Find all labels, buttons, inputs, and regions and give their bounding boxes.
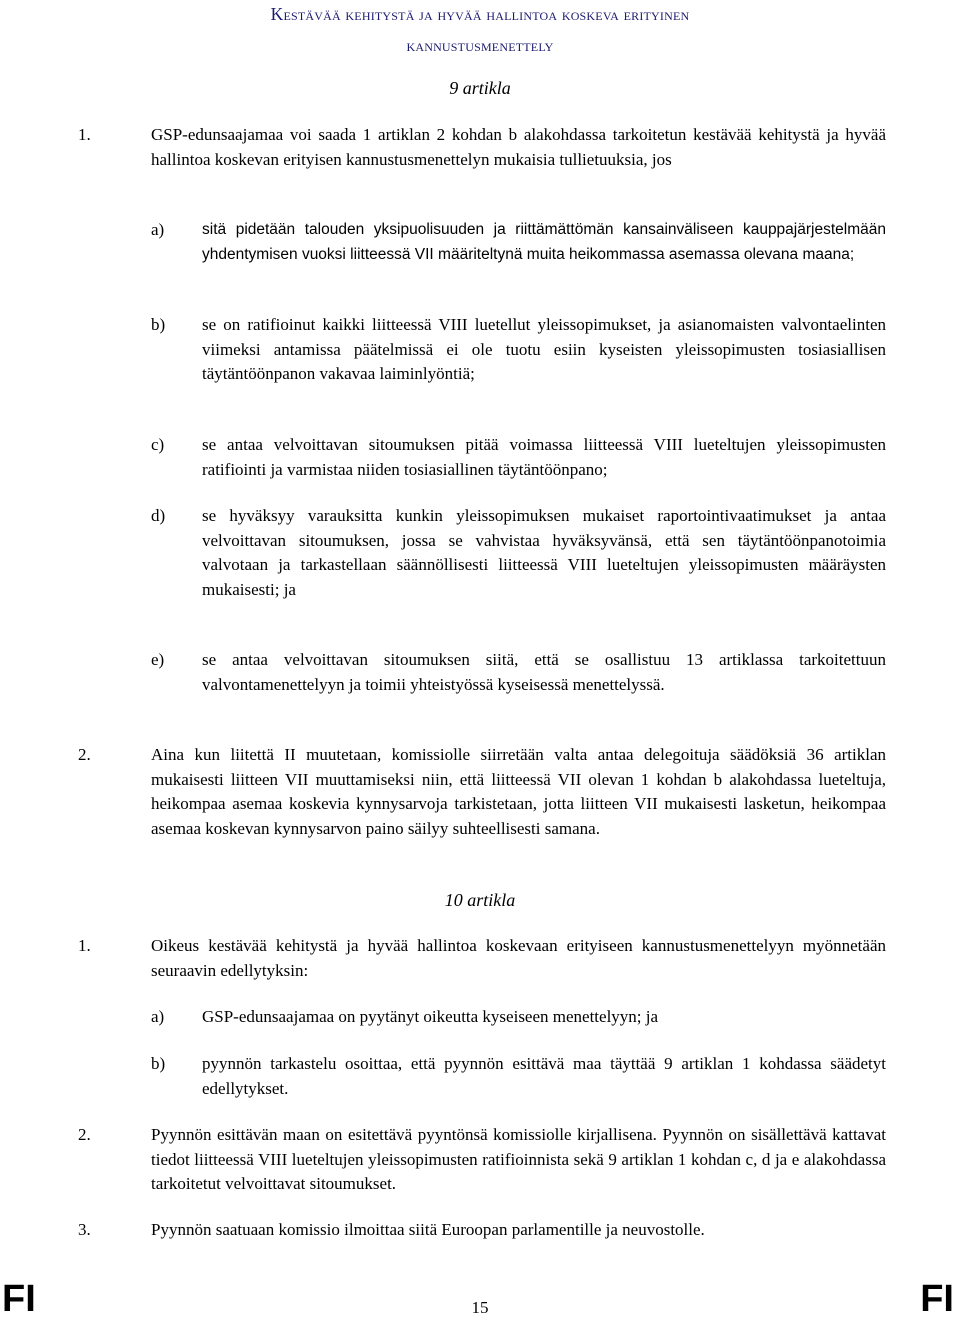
item-label: b) [151, 1054, 166, 1073]
paragraph-text: Pyynnön esittävän maan on esitettävä pyyntönsä komissiolle kirjallisena. Pyynnön on sisällettävä kattavat tiedot liitteessä VIII lueteltujen yleissopimusten ratifioinnista sekä 9 artiklan 1 kohdan c, d ja e alakohdassa tarkoitetut velvoittavat sitoumukset. [151, 1125, 886, 1193]
item-text: se on ratifioinut kaikki liitteessä VIII luetellut yleissopimukset, ja asianomaisten valvontaelinten viimeksi antamissa päätelmissä ei ole tuotu esiin kyseisten yleissopimusten tosiasiallisen täytäntöönpanon vakavaa laiminlyöntiä; [202, 315, 886, 383]
article-9-item-d [151, 504, 886, 602]
article-10-paragraph-1 [78, 934, 886, 983]
item-label: c) [151, 435, 165, 454]
paragraph-text: Pyynnön saatuaan komissio ilmoittaa siitä Euroopan parlamentille ja neuvostolle. [151, 1220, 705, 1239]
item-label: b) [151, 315, 166, 334]
article-9-item-c [151, 433, 886, 482]
footer-language-code-left: FI [2, 1278, 36, 1320]
article-10-item-a [151, 1005, 886, 1030]
item-text: GSP-edunsaajamaa on pyytänyt oikeutta kyseiseen menettelyyn; ja [202, 1007, 659, 1026]
header-title-line2: kannustusmenettely [406, 34, 554, 55]
paragraph-text: Aina kun liitettä II muutetaan, komissiolle siirretään valta antaa delegoituja säädöksiä 36 artiklan mukaisesti liitteen VII muuttamiseksi niin, että liitteessä VII olevan 1 kohdan b alakohdassa lueteltuja, heikompaa asemaa koskevia kynnysarvoja tarkistetaan, jotta liitteen VII mukaisesti lasketun, heikompaa asemaa koskevan kynnysarvon paino säilyy suhteellisesti samana. [151, 745, 886, 838]
paragraph-text: GSP-edunsaajamaa voi saada 1 artiklan 2 kohdan b alakohdassa tarkoitetun kestävää kehitystä ja hyvää hallintoa koskevan erityisen kannustusmenettelyn mukaisia tullietuuksia, jos [151, 125, 886, 169]
article-10-title: 10 artikla [444, 890, 516, 910]
item-label: a) [151, 220, 165, 239]
item-text: sitä pidetään talouden yksipuolisuuden ja riittämättömän kansainväliseen kauppajärjestelmään yhdentymisen vuoksi liitteessä VII määriteltynä muita heikommassa asemassa olevana maana; [202, 221, 886, 263]
footer-language-code-right: FI [920, 1278, 954, 1320]
item-text: se hyväksyy varauksitta kunkin yleissopimuksen mukaiset raportointivaatimukset ja antaa velvoittavan sitoumuksen, jossa se vahvistaa hyväksyvänsä, että sen täytäntöönpanotoimia valvotaan ja tarkastellaan säännöllisesti liitteessä VIII lueteltujen yleissopimusten määräysten mukaisesti; ja [202, 506, 886, 599]
article-9-paragraph-2 [78, 743, 886, 841]
page-number: 15 [471, 1298, 489, 1317]
item-text: pyynnön tarkastelu osoittaa, että pyynnön esittävä maa täyttää 9 artiklan 1 kohdassa säädetyt edellytykset. [202, 1054, 886, 1098]
item-label: a) [151, 1007, 165, 1026]
item-text: se antaa velvoittavan sitoumuksen siitä, että se osallistuu 13 artiklassa tarkoitettuun valvontamenettelyyn ja toimii yhteistyössä kyseisessä menettelyssä. [202, 650, 886, 694]
paragraph-number: 1. [78, 936, 91, 955]
article-9-item-a [151, 218, 886, 267]
paragraph-number: 1. [78, 125, 91, 144]
paragraph-number: 3. [78, 1220, 91, 1239]
article-10-item-b [151, 1052, 886, 1101]
article-10-paragraph-3 [78, 1218, 886, 1243]
document-header [80, 2, 880, 57]
article-9-title: 9 artikla [449, 78, 511, 98]
paragraph-number: 2. [78, 745, 91, 764]
article-9-item-b [151, 313, 886, 387]
item-label: d) [151, 506, 166, 525]
article-10-paragraph-2 [78, 1123, 886, 1197]
article-9-item-e [151, 648, 886, 697]
paragraph-text: Oikeus kestävää kehitystä ja hyvää hallintoa koskevaan erityiseen kannustusmenettelyyn myönnetään seuraavin edellytyksin: [151, 936, 886, 980]
item-text: se antaa velvoittavan sitoumuksen pitää voimassa liitteessä VIII lueteltujen yleissopimusten ratifiointi ja varmistaa niiden tosiasiallinen täytäntöönpano; [202, 435, 886, 479]
article-9-paragraph-1 [78, 123, 886, 172]
header-title-line1: Kestävää kehitystä ja hyvää hallintoa koskeva erityinen [270, 4, 690, 24]
item-label: e) [151, 650, 165, 669]
paragraph-number: 2. [78, 1125, 91, 1144]
